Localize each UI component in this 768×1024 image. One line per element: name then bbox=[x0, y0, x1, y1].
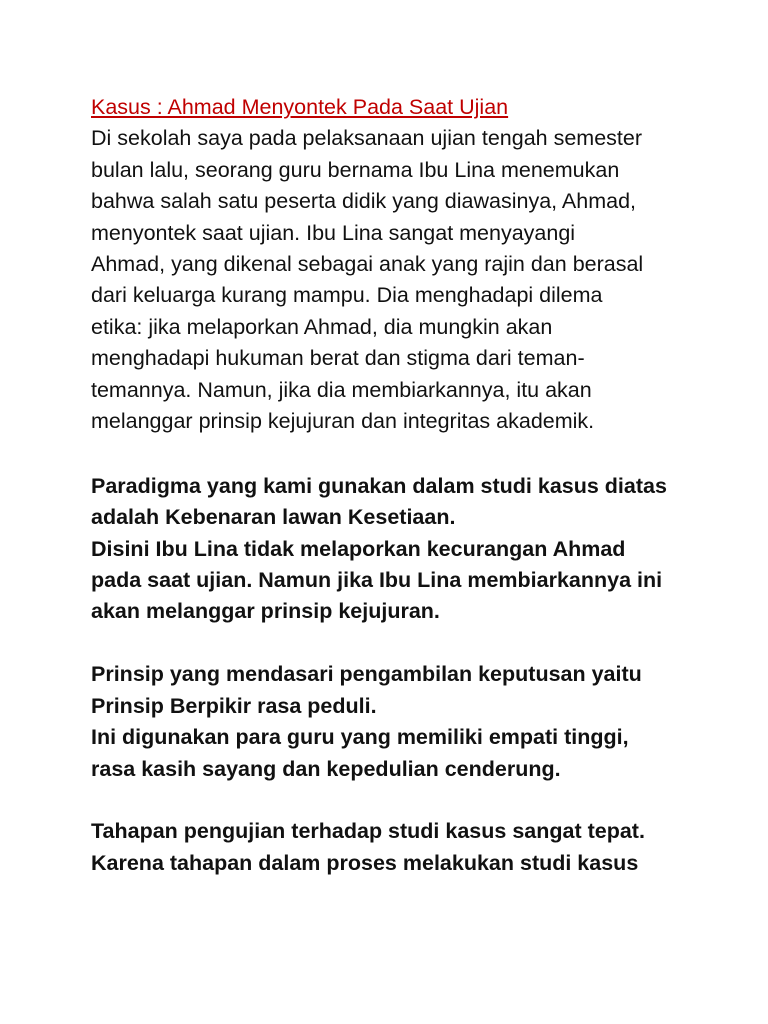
paradigm-line: Disini Ibu Lina tidak melaporkan kecurangan Ahmad bbox=[91, 536, 626, 561]
testing-paragraph bbox=[91, 816, 691, 879]
paradigm-line: adalah Kebenaran lawan Kesetiaan. bbox=[91, 505, 456, 530]
case-line: dari keluarga kurang mampu. Dia menghadapi dilema bbox=[91, 283, 603, 308]
paradigm-line: pada saat ujian. Namun jika Ibu Lina membiarkannya ini bbox=[91, 568, 663, 593]
case-line: Ahmad, yang dikenal sebagai anak yang rajin dan berasal bbox=[91, 252, 644, 277]
case-line: bahwa salah satu peserta didik yang diawasinya, Ahmad, bbox=[91, 189, 637, 214]
principle-line: rasa kasih sayang dan kepedulian cenderung. bbox=[91, 756, 561, 781]
case-title: Kasus : Ahmad Menyontek Pada Saat Ujian bbox=[91, 95, 509, 119]
document-body bbox=[91, 92, 691, 879]
paradigm-line: akan melanggar prinsip kejujuran. bbox=[91, 599, 440, 624]
case-line: temannya. Namun, jika dia membiarkannya, itu akan bbox=[91, 377, 592, 402]
case-line: melanggar prinsip kejujuran dan integritas akademik. bbox=[91, 409, 595, 434]
case-line: menyontek saat ujian. Ibu Lina sangat menyayangi bbox=[91, 220, 576, 245]
principle-line: Prinsip Berpikir rasa peduli. bbox=[91, 693, 377, 718]
principle-line: Ini digunakan para guru yang memiliki empati tinggi, bbox=[91, 725, 629, 750]
case-line: Di sekolah saya pada pelaksanaan ujian tengah semester bbox=[91, 126, 643, 151]
paragraph-spacer bbox=[91, 437, 691, 468]
paradigm-paragraph bbox=[91, 471, 691, 628]
testing-line: Karena tahapan dalam proses melakukan studi kasus bbox=[91, 850, 639, 875]
principle-line: Prinsip yang mendasari pengambilan keputusan yaitu bbox=[91, 662, 642, 687]
paragraph-spacer bbox=[91, 628, 691, 659]
principle-paragraph bbox=[91, 659, 691, 785]
case-line: bulan lalu, seorang guru bernama Ibu Lina menemukan bbox=[91, 157, 620, 182]
paradigm-line: Paradigma yang kami gunakan dalam studi kasus diatas bbox=[91, 473, 667, 498]
paragraph-spacer bbox=[91, 785, 691, 816]
case-description bbox=[91, 123, 691, 437]
case-line: menghadapi hukuman berat dan stigma dari teman- bbox=[91, 346, 585, 371]
case-line: etika: jika melaporkan Ahmad, dia mungkin akan bbox=[91, 314, 553, 339]
testing-line: Tahapan pengujian terhadap studi kasus sangat tepat. bbox=[91, 819, 645, 844]
